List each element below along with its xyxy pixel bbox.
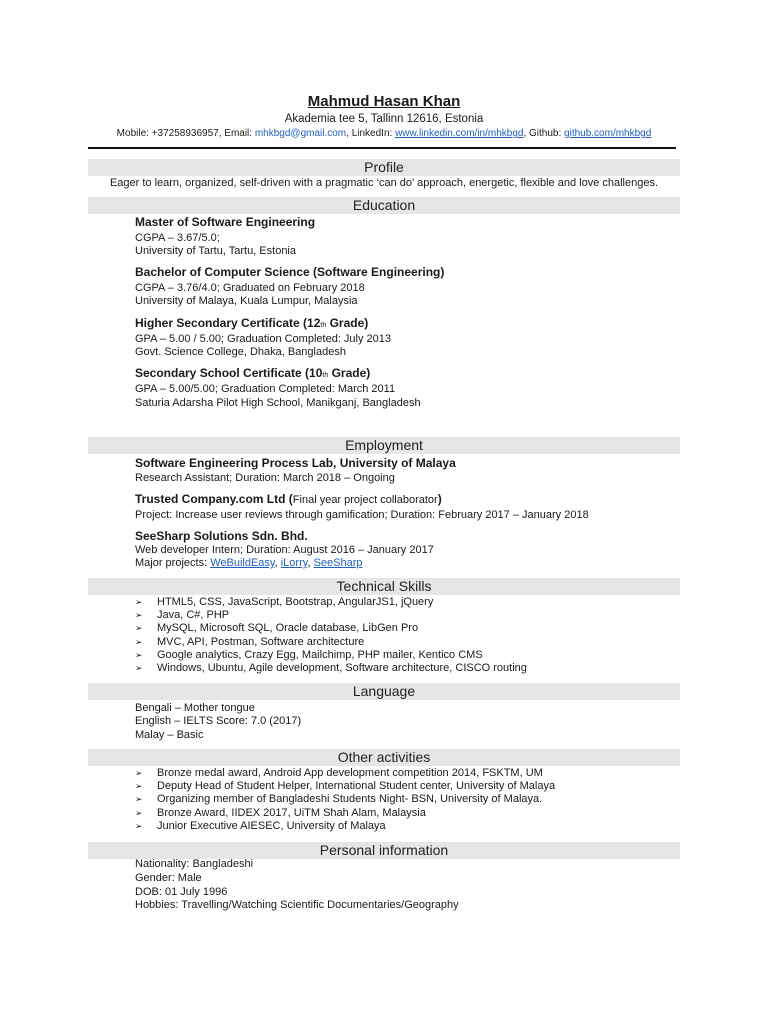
employer-name-end: ) (437, 492, 442, 506)
list-item (135, 636, 527, 649)
employer-name: Software Engineering Process Lab, University of Malaya (135, 456, 456, 470)
bullet-arrow-icon: ➢ (135, 794, 143, 805)
project-link-webuildeasy[interactable]: WeBuildEasy (210, 557, 275, 569)
education-institution: University of Tartu, Tartu, Estonia (135, 245, 296, 257)
section-header-personal: Personal information (88, 842, 680, 859)
employer-name: SeeSharp Solutions Sdn. Bhd. (135, 529, 308, 543)
skill-text: MVC, API, Postman, Software architecture (157, 635, 365, 648)
education-grade: GPA – 5.00 / 5.00; Graduation Completed: July 2013 (135, 333, 392, 345)
separator: , (274, 557, 281, 569)
section-header-skills: Technical Skills (88, 578, 680, 595)
personal-item: DOB: 01 July 1996 (135, 886, 228, 898)
major-projects (135, 557, 363, 571)
list-item (135, 793, 555, 806)
language-item: Bengali – Mother tongue (135, 702, 255, 714)
project-link-seesharp[interactable]: SeeSharp (313, 557, 363, 569)
skills-list (135, 596, 527, 675)
projects-label: Major projects: (135, 557, 211, 569)
activity-text: Bronze Award, IIDEX 2017, UiTM Shah Alam, Malaysia (157, 806, 426, 819)
education-degree: Master of Software Engineering (135, 215, 316, 229)
employment-detail: Research Assistant; Duration: March 2018 – Ongoing (135, 472, 395, 484)
employer-name-text: Trusted Company.com Ltd ( (135, 492, 293, 506)
language-item: Malay – Basic (135, 729, 204, 741)
degree-text-end: Grade) (328, 366, 371, 380)
section-header-activities: Other activities (88, 749, 680, 766)
project-link-ilorry[interactable]: iLorry (280, 557, 308, 569)
skill-text: MySQL, Microsoft SQL, Oracle database, LibGen Pro (157, 622, 419, 635)
education-institution: University of Malaya, Kuala Lumpur, Malaysia (135, 295, 358, 307)
address: Akademia tee 5, Tallinn 12616, Estonia (284, 113, 484, 125)
degree-superscript: th (320, 322, 327, 329)
bullet-arrow-icon: ➢ (135, 649, 143, 660)
skill-text: HTML5, CSS, JavaScript, Bootstrap, AngularJS1, jQuery (157, 596, 434, 608)
header-divider (88, 147, 676, 149)
email-label: , Email: (218, 128, 255, 139)
mobile-number: +37258936957 (151, 128, 219, 139)
separator: , (307, 557, 314, 569)
personal-item: Gender: Male (135, 872, 202, 884)
github-link[interactable]: github.com/mhkbgd (564, 128, 652, 139)
activity-text: Junior Executive AIESEC, University of Malaya (157, 819, 386, 832)
employment-detail: Project: Increase user reviews through gamification; Duration: February 2017 – January 2018 (135, 509, 589, 521)
section-header-employment: Employment (88, 437, 680, 454)
list-item (135, 807, 555, 820)
bullet-arrow-icon: ➢ (135, 636, 143, 647)
education-grade: GPA – 5.00/5.00; Graduation Completed: March 2011 (135, 383, 396, 395)
email-address: mhkbgd@gmail.com (254, 128, 347, 139)
activity-text: Bronze medal award, Android App development competition 2014, FSKTM, UM (157, 767, 543, 779)
activities-list (135, 767, 555, 833)
education-institution: Saturia Adarsha Pilot High School, Manikganj, Bangladesh (135, 397, 421, 409)
list-item (135, 649, 527, 662)
section-header-education: Education (88, 197, 680, 214)
skill-text: Google analytics, Crazy Egg, Mailchimp, PHP mailer, Kentico CMS (157, 648, 483, 661)
education-grade: CGPA – 3.67/5.0; (135, 232, 220, 244)
section-header-language: Language (88, 683, 680, 700)
education-degree (135, 316, 368, 330)
personal-item: Hobbies: Travelling/Watching Scientific Documentaries/Geography (135, 899, 459, 911)
language-item: English – IELTS Score: 7.0 (2017) (135, 715, 302, 727)
skill-text: Java, C#, PHP (157, 609, 230, 622)
degree-text: Secondary School Certificate (10 (135, 366, 323, 380)
bullet-arrow-icon: ➢ (135, 781, 143, 792)
list-item (135, 780, 555, 793)
activity-text: Deputy Head of Student Helper, International Student center, University of Malaya (157, 780, 556, 793)
education-institution: Govt. Science College, Dhaka, Bangladesh (135, 346, 346, 358)
education-grade: CGPA – 3.76/4.0; Graduated on February 2018 (135, 282, 365, 294)
employer-note: Final year project collaborator (292, 494, 438, 506)
profile-text: Eager to learn, organized, self-driven with a pragmatic ‘can do’ approach, energetic, flexible and love challenges. (109, 177, 659, 189)
activity-text: Organizing member of Bangladeshi Students Night- BSN, University of Malaya. (157, 793, 543, 806)
bullet-arrow-icon: ➢ (135, 610, 143, 621)
bullet-arrow-icon: ➢ (135, 623, 143, 634)
list-item (135, 609, 527, 622)
contact-line (0, 128, 768, 139)
list-item (135, 596, 527, 609)
bullet-arrow-icon: ➢ (135, 768, 143, 778)
bullet-arrow-icon: ➢ (135, 663, 143, 674)
degree-text-end: Grade) (326, 316, 369, 330)
section-header-profile: Profile (88, 159, 680, 176)
mobile-label: Mobile: (116, 128, 152, 139)
bullet-arrow-icon: ➢ (135, 597, 143, 607)
degree-superscript: th (322, 372, 329, 379)
education-degree (135, 366, 370, 380)
bullet-arrow-icon: ➢ (135, 807, 143, 818)
list-item (135, 662, 527, 675)
list-item (135, 767, 555, 780)
linkedin-label: , LinkedIn: (346, 128, 396, 139)
bullet-arrow-icon: ➢ (135, 820, 143, 831)
personal-item: Nationality: Bangladeshi (135, 858, 254, 870)
linkedin-link[interactable]: www.linkedin.com/in/mhkbgd (395, 128, 524, 139)
employment-detail: Web developer Intern; Duration: August 2016 – January 2017 (135, 544, 434, 556)
list-item (135, 622, 527, 635)
employer-name (135, 492, 442, 506)
education-degree: Bachelor of Computer Science (Software Engineering) (135, 265, 445, 279)
resume-name: Mahmud Hasan Khan (307, 93, 461, 110)
degree-text: Higher Secondary Certificate (12 (135, 316, 321, 330)
github-label: , Github: (523, 128, 565, 139)
list-item (135, 820, 555, 833)
skill-text: Windows, Ubuntu, Agile development, Software architecture, CISCO routing (157, 662, 527, 675)
